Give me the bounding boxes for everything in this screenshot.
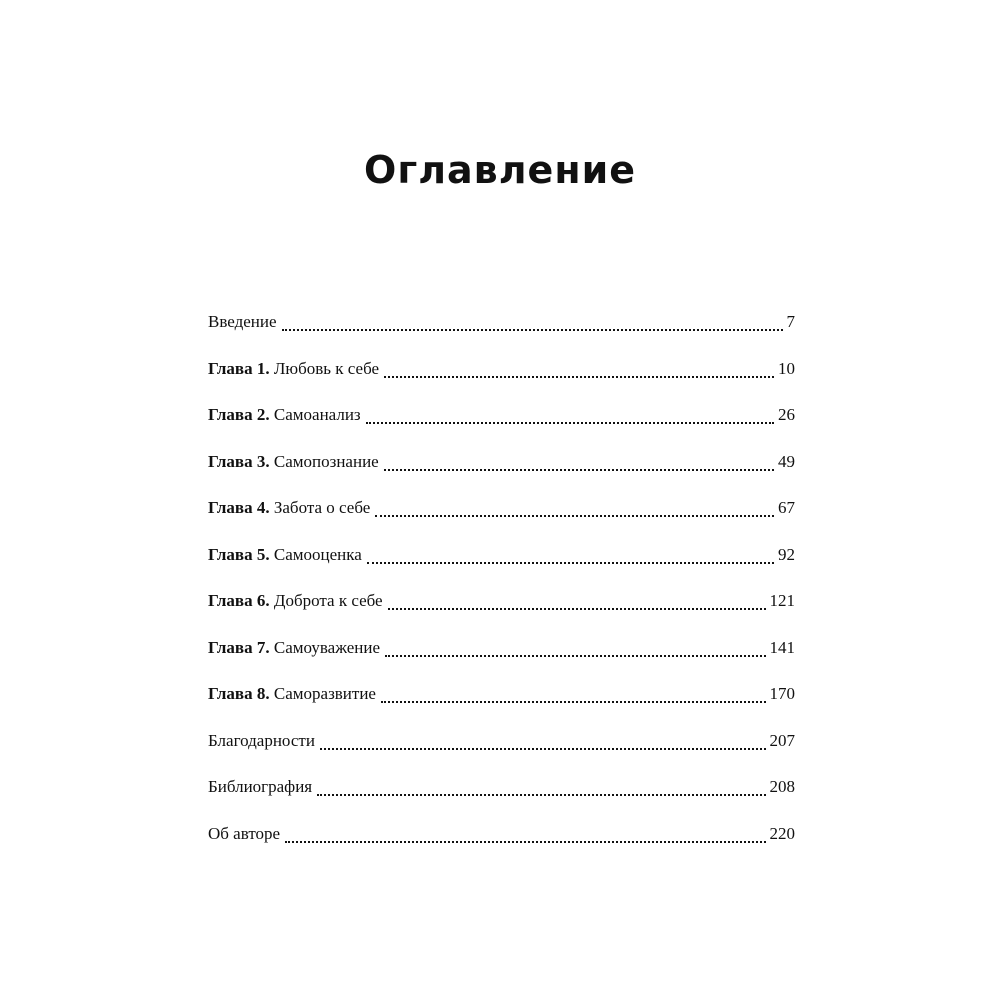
toc-page-number: 67: [778, 498, 795, 517]
toc-entry[interactable]: [208, 680, 795, 727]
toc-page-number: 141: [769, 637, 795, 657]
toc-dot-leader: [384, 376, 774, 378]
toc-entry-label: [208, 634, 380, 662]
toc-entry[interactable]: [208, 727, 795, 774]
toc-dot-leader: [367, 562, 774, 564]
toc-page-number: 220: [769, 823, 795, 843]
toc-chapter-number: Глава 2.: [208, 405, 270, 424]
toc-dot-leader: [388, 608, 766, 610]
toc-entry-label: [208, 308, 277, 336]
toc-chapter-number: Глава 3.: [208, 451, 270, 471]
toc-page-number: 26: [778, 405, 795, 424]
toc-entry-title: Благодарности: [208, 730, 315, 750]
toc-page-number: 10: [778, 358, 795, 378]
toc-entry-label: [208, 355, 379, 383]
toc-page-number: 208: [769, 777, 795, 796]
toc-entry-title: Самоанализ: [269, 405, 361, 424]
toc-chapter-number: Глава 8.: [208, 684, 270, 703]
toc-entry[interactable]: [208, 541, 795, 588]
table-of-contents: [208, 308, 795, 866]
toc-dot-leader: [375, 515, 774, 517]
toc-entry-title: Библиография: [208, 777, 313, 796]
toc-entry-label: [208, 727, 315, 755]
toc-entry[interactable]: [208, 494, 795, 541]
toc-chapter-number: Глава 4.: [208, 498, 270, 517]
toc-entry-title: Об авторе: [208, 823, 281, 843]
toc-dot-leader: [385, 655, 765, 657]
toc-chapter-number: Глава 1.: [208, 358, 270, 378]
toc-entry[interactable]: [208, 820, 795, 867]
toc-entry-title: Саморазвитие: [269, 684, 376, 703]
toc-entry[interactable]: [208, 448, 795, 495]
toc-page-number: 7: [786, 312, 795, 331]
toc-entry-title: Забота о себе: [269, 498, 371, 517]
toc-page-number: 92: [778, 544, 795, 564]
toc-entry-label: [208, 773, 312, 801]
toc-page-number: 49: [778, 451, 795, 471]
toc-entry-label: [208, 587, 383, 615]
toc-entry-title: Доброта к себе: [269, 591, 383, 610]
toc-chapter-number: Глава 7.: [208, 637, 270, 657]
toc-dot-leader: [384, 469, 774, 471]
toc-chapter-number: Глава 6.: [208, 591, 270, 610]
toc-page-number: 207: [769, 730, 795, 750]
toc-entry-title: Любовь к себе: [269, 358, 380, 378]
toc-entry[interactable]: [208, 401, 795, 448]
toc-entry-title: Самооценка: [269, 544, 362, 564]
toc-entry[interactable]: [208, 634, 795, 681]
toc-entry[interactable]: [208, 587, 795, 634]
toc-chapter-number: Глава 5.: [208, 544, 270, 564]
toc-entry[interactable]: [208, 308, 795, 355]
toc-dot-leader: [381, 701, 766, 703]
toc-dot-leader: [285, 841, 765, 843]
toc-entry-label: [208, 448, 379, 476]
toc-entry-label: [208, 401, 361, 429]
toc-dot-leader: [317, 794, 765, 796]
toc-entry-label: [208, 820, 280, 848]
toc-entry-label: [208, 541, 362, 569]
toc-entry-label: [208, 494, 370, 522]
toc-dot-leader: [366, 422, 774, 424]
toc-entry-label: [208, 680, 376, 708]
toc-entry-title: Введение: [208, 312, 277, 331]
toc-page-number: 170: [769, 684, 795, 703]
page-title: Оглавление: [364, 148, 636, 192]
toc-entry[interactable]: [208, 773, 795, 820]
toc-dot-leader: [282, 329, 783, 331]
toc-entry-title: Самопознание: [269, 451, 379, 471]
toc-dot-leader: [320, 748, 766, 750]
toc-page-number: 121: [769, 591, 795, 610]
toc-entry-title: Самоуважение: [269, 637, 381, 657]
toc-entry[interactable]: [208, 355, 795, 402]
